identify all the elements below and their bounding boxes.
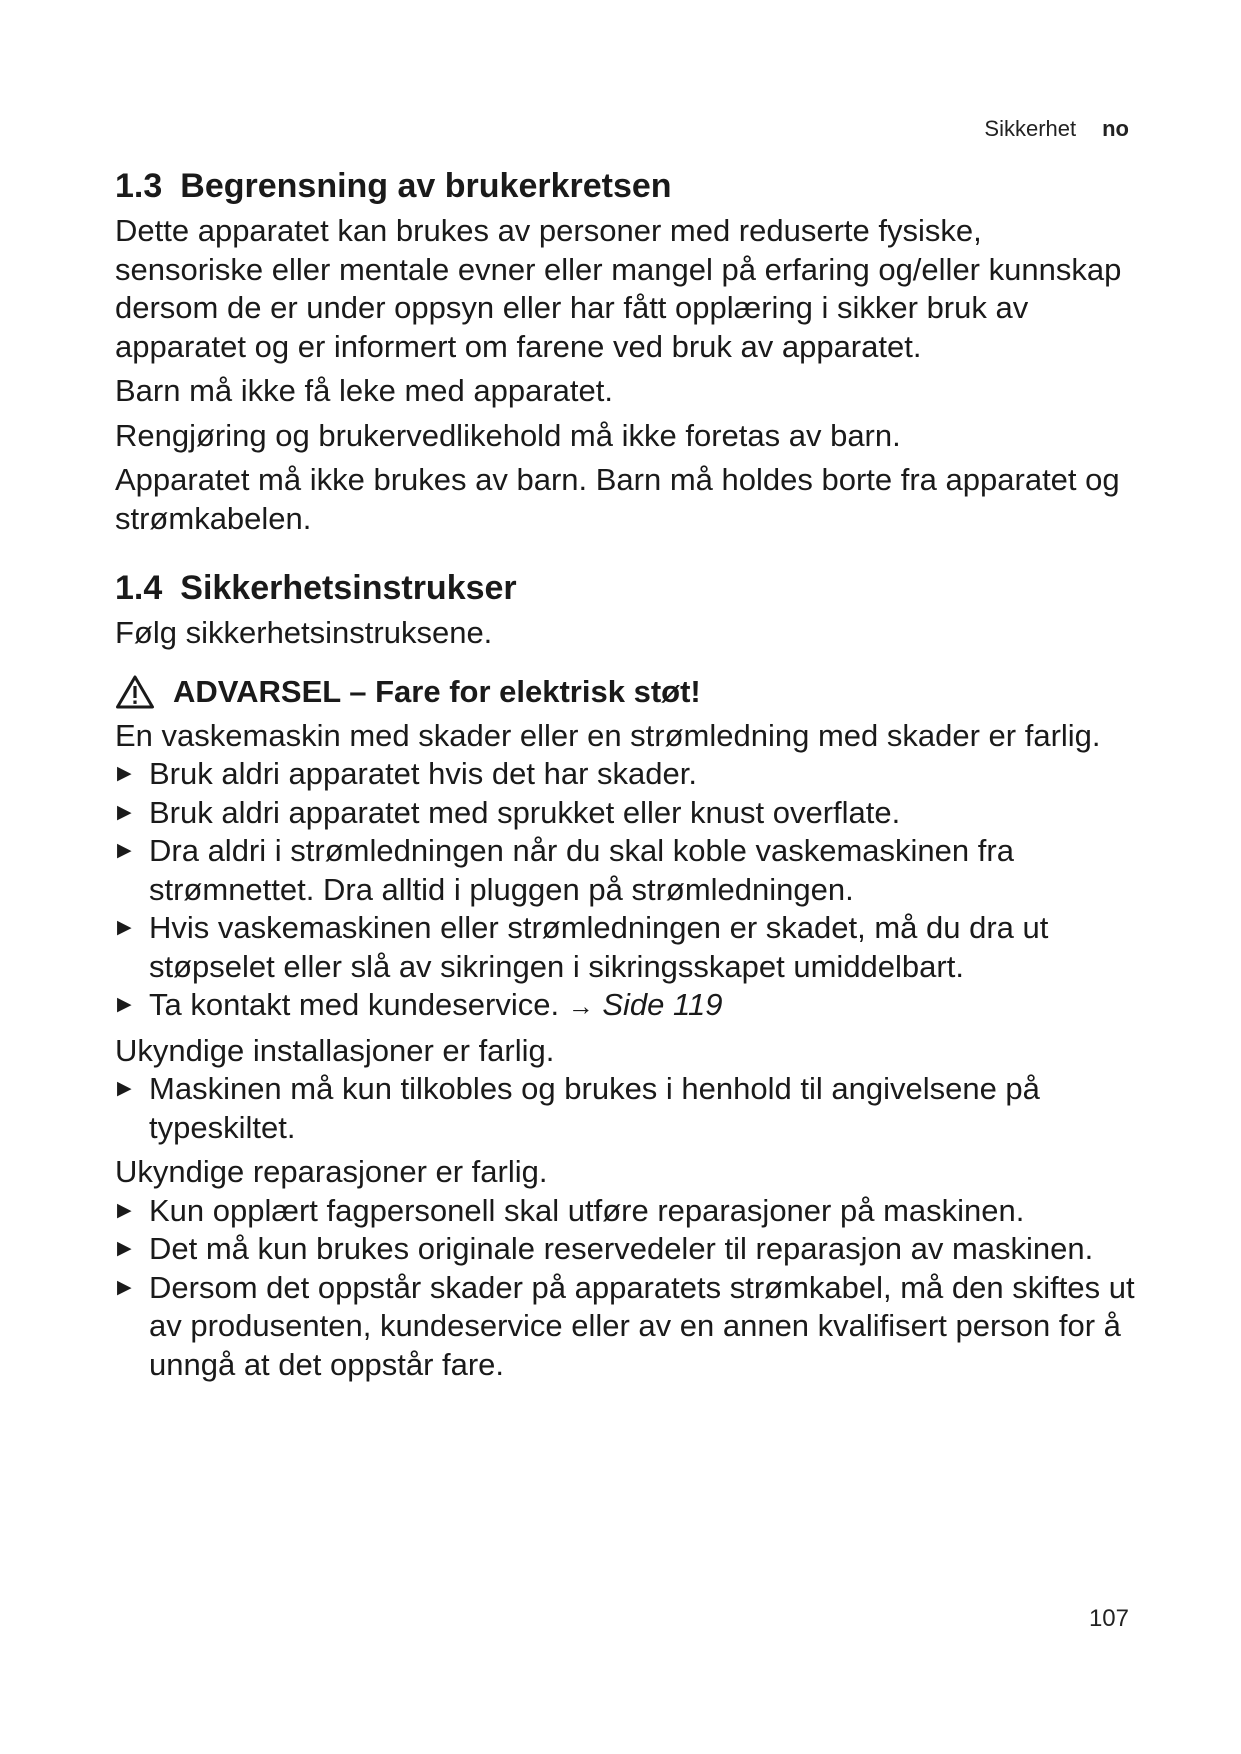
paragraph: Rengjøring og brukervedlikehold må ikke foretas av barn.: [115, 417, 901, 453]
bullet-list: [115, 755, 1135, 1026]
paragraph: Barn må ikke få leke med apparatet.: [115, 373, 613, 408]
page-reference-link[interactable]: Side 119: [602, 987, 723, 1022]
list-item-text: Bruk aldri apparatet med sprukket eller knust overflate.: [149, 794, 901, 830]
bullet-list: [115, 1192, 1135, 1385]
triangle-right-icon: ▶: [117, 1238, 132, 1259]
triangle-right-icon: ▶: [117, 840, 132, 861]
paragraph: Ukyndige installasjoner er farlig.: [115, 1032, 555, 1068]
paragraph: Ukyndige reparasjoner er farlig.: [115, 1154, 548, 1189]
arrow-right-icon: →: [567, 991, 594, 1021]
triangle-right-icon: ▶: [117, 801, 132, 823]
list-item-text: Ta kontakt med kundeservice.: [149, 987, 560, 1022]
header-lang: no: [1102, 116, 1129, 141]
section-title: Sikkerhetsinstrukser: [180, 569, 517, 607]
list-item: [115, 1269, 1135, 1385]
list-item: [115, 755, 1135, 794]
list-item-text: Kun opplært fagpersonell skal utføre reparasjoner på maskinen.: [149, 1192, 1025, 1228]
triangle-right-icon: ▶: [117, 1199, 132, 1221]
list-item: [115, 909, 1135, 986]
page-number: 107: [1088, 1605, 1129, 1632]
list-item-text: Maskinen må kun tilkobles og brukes i henhold til angivelsene på typeskiltet.: [149, 1071, 1040, 1145]
section-number: 1.4: [115, 569, 163, 607]
list-item: [115, 1070, 1135, 1147]
section-title: Begrensning av brukerkretsen: [180, 167, 672, 205]
triangle-right-icon: ▶: [117, 917, 132, 938]
paragraph: Apparatet må ikke brukes av barn. Barn må holdes borte fra apparatet og strømkabelen.: [115, 462, 1120, 536]
warning-triangle-icon: [115, 674, 155, 710]
list-item-text: Det må kun brukes originale reservedeler til reparasjon av maskinen.: [149, 1231, 1094, 1266]
header-section: Sikkerhet: [984, 116, 1077, 141]
triangle-right-icon: ▶: [117, 763, 132, 784]
triangle-right-icon: ▶: [117, 994, 132, 1015]
triangle-right-icon: ▶: [117, 1078, 132, 1099]
list-item: [115, 1230, 1135, 1269]
section-number: 1.3: [115, 167, 163, 205]
section-1-4: [115, 568, 1135, 1384]
list-item: [115, 986, 1135, 1026]
section-1-3-heading: [115, 166, 1135, 206]
page-content: [115, 166, 1135, 1384]
paragraph: Dette apparatet kan brukes av personer med reduserte fysiske, sensoriske eller mentale evner eller mangel på erfaring og/eller kunnskap dersom de er under oppsyn eller har fått opplæring i sikker bruk av apparatet og er informert om farene ved bruk av apparatet.: [115, 213, 1122, 364]
triangle-right-icon: ▶: [117, 1276, 132, 1298]
paragraph: Følg sikkerhetsinstruksene.: [115, 615, 493, 650]
list-item-text: Dersom det oppstår skader på apparatets strømkabel, må den skiftes ut av produsenten, kundeservice eller av en annen kvalifisert person for å unngå at det oppstår fare.: [149, 1269, 1135, 1382]
warning-title: ADVARSEL – Fare for elektrisk støt!: [173, 673, 701, 709]
list-item-text: Hvis vaskemaskinen eller strømledningen er skadet, må du dra ut støpselet eller slå av sikringen i sikringsskapet umiddelbart.: [149, 910, 1049, 984]
section-1-3: [115, 166, 1135, 538]
list-item: [115, 794, 1135, 833]
paragraph: En vaskemaskin med skader eller en strømledning med skader er farlig.: [115, 717, 1101, 753]
bullet-list: [115, 1070, 1135, 1147]
list-item: [115, 832, 1135, 909]
section-1-4-heading: [115, 568, 1135, 608]
list-item-text: Bruk aldri apparatet hvis det har skader.: [149, 756, 697, 791]
warning-heading: [115, 673, 1135, 711]
list-item: [115, 1192, 1135, 1231]
page-header: [984, 116, 1129, 142]
list-item-text: Dra aldri i strømledningen når du skal koble vaskemaskinen fra strømnettet. Dra alltid i pluggen på strømledningen.: [149, 833, 1014, 907]
